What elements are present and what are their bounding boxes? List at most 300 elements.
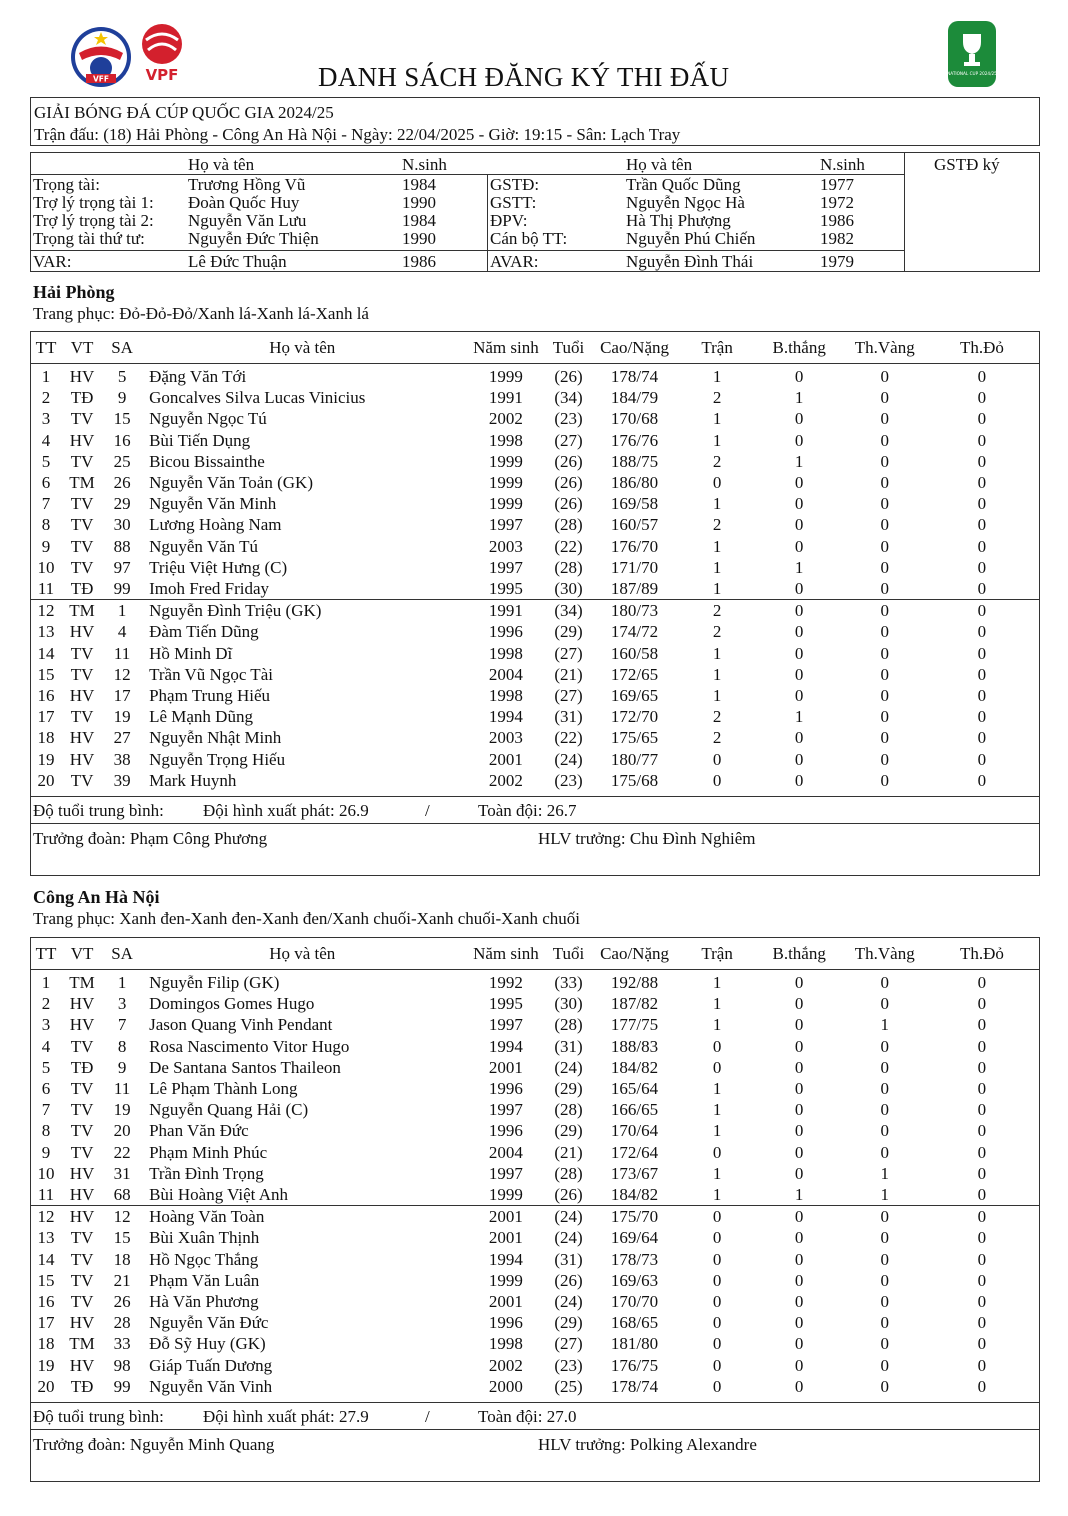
col-matches: 0 <box>712 1270 722 1290</box>
national-cup-logo <box>947 20 997 88</box>
player-row <box>31 1078 1039 1099</box>
col-age: (29) <box>554 1313 583 1333</box>
col-red-header: Th.Đỏ <box>959 944 1004 963</box>
avg-all-haiphong: Toàn đội: 26.7 <box>478 801 577 820</box>
player-row <box>31 1270 1039 1291</box>
col-height-weight: 166/65 <box>610 1100 659 1120</box>
col-age: (29) <box>554 1121 583 1141</box>
col-sa: 98 <box>113 1355 131 1375</box>
col-yellow: 0 <box>880 1142 889 1162</box>
col-name: Phạm Trung Hiếu <box>149 686 270 706</box>
col-red: 0 <box>977 1334 987 1354</box>
player-row <box>31 1355 1039 1376</box>
col-age: (26) <box>554 1185 583 1205</box>
col-age: (29) <box>554 622 583 642</box>
player-row <box>31 1291 1039 1312</box>
official-row: Trợ lý trọng tài 2: Nguyễn Văn Lưu 1984 <box>33 211 436 230</box>
col-birth-year: 2001 <box>488 1228 523 1248</box>
col-sa: 12 <box>103 1206 141 1228</box>
col-tt: 1 <box>41 973 51 992</box>
roster-table-haiphong <box>31 332 1039 791</box>
col-matches: 1 <box>712 494 722 514</box>
col-name: Trần Vũ Ngọc Tài <box>149 664 273 684</box>
col-sa: 12 <box>113 664 131 684</box>
officials-var-line <box>30 250 905 251</box>
col-red: 0 <box>977 1163 987 1183</box>
col-yellow: 0 <box>880 579 889 599</box>
col-yellow: 0 <box>880 770 889 790</box>
col-age: (31) <box>554 1249 583 1269</box>
col-height-weight: 160/57 <box>610 515 659 535</box>
col-tt: 6 <box>41 473 51 493</box>
col-birth-year: 2003 <box>488 728 523 748</box>
col-age: (34) <box>548 600 588 622</box>
col-birth-year: 1992 <box>488 973 523 992</box>
avar-year: 1979 <box>820 252 854 271</box>
col-matches: 0 <box>712 1228 722 1248</box>
col-sa: 3 <box>117 994 127 1014</box>
col-goals: 0 <box>794 686 804 706</box>
col-red: 0 <box>977 1313 987 1333</box>
col-height-weight: 187/89 <box>610 579 659 599</box>
col-goals: 0 <box>794 1292 804 1312</box>
col-matches: 1 <box>712 1015 722 1035</box>
col-goals: 1 <box>794 557 804 577</box>
col-height-weight: 188/83 <box>610 1036 659 1056</box>
player-row <box>31 514 1039 535</box>
col-vt: TĐ <box>70 1376 94 1396</box>
col-yellow: 0 <box>880 430 889 450</box>
col-red: 0 <box>977 557 987 577</box>
col-yellow: 0 <box>880 1270 889 1290</box>
col-matches: 1 <box>712 1185 722 1205</box>
col-tt-header: TT <box>35 944 57 963</box>
team-name-haiphong: Hải Phòng <box>33 282 115 302</box>
col-yellow: 0 <box>880 557 889 577</box>
col-sa: 15 <box>113 409 131 429</box>
col-goals: 0 <box>794 494 804 514</box>
col-vt: TV <box>70 1100 94 1120</box>
col-tt: 1 <box>41 367 51 386</box>
col-matches: 1 <box>712 1079 722 1099</box>
col-birth-year: 2004 <box>488 664 523 684</box>
col-sa: 30 <box>113 515 131 535</box>
col-sa: 19 <box>113 1100 131 1120</box>
col-name: Hồ Minh Dĩ <box>149 643 233 663</box>
col-matches: 1 <box>712 1100 722 1120</box>
col-yellow: 0 <box>880 973 889 992</box>
col-matches: 1 <box>712 579 722 599</box>
svg-text:VFF: VFF <box>92 74 110 84</box>
player-row <box>31 770 1039 791</box>
col-height-weight: 172/70 <box>610 707 659 727</box>
player-row <box>31 472 1039 493</box>
col-red: 0 <box>977 1142 987 1162</box>
col-height-weight: 180/77 <box>610 749 659 769</box>
col-birth-year: 1999 <box>488 494 523 514</box>
col-vt: TV <box>70 1270 94 1290</box>
col-tt: 12 <box>31 600 61 622</box>
col-yellow: 0 <box>880 451 889 471</box>
col-height-weight: 178/74 <box>610 1376 659 1396</box>
col-height-weight-header: Cao/Nặng <box>600 338 669 357</box>
col-name: Nguyễn Văn Minh <box>149 494 277 514</box>
col-yellow: 0 <box>880 473 889 493</box>
col-name: Bùi Xuân Thịnh <box>149 1228 260 1248</box>
col-matches: 0 <box>712 770 722 790</box>
col-vt: TV <box>70 1079 94 1099</box>
col-red: 0 <box>977 664 987 684</box>
avg-start-haiphong: Đội hình xuất phát: 26.9 <box>203 801 369 820</box>
col-height-weight: 173/67 <box>610 1163 659 1183</box>
col-goals: 0 <box>754 1206 845 1228</box>
col-birth-year: 1994 <box>488 1249 523 1269</box>
col-name: Jason Quang Vinh Pendant <box>149 1015 333 1035</box>
col-sa: 33 <box>113 1334 131 1354</box>
col-birth-year: 1998 <box>488 643 523 663</box>
officials-col-birth-left: N.sinh <box>402 155 447 174</box>
col-height-weight: 175/70 <box>589 1206 681 1228</box>
player-row <box>31 1014 1039 1035</box>
col-red: 0 <box>977 1057 987 1077</box>
col-birth-year: 1996 <box>488 622 523 642</box>
col-yellow: 0 <box>880 1249 889 1269</box>
col-height-weight: 187/82 <box>610 994 659 1014</box>
col-vt: TV <box>70 1036 94 1056</box>
col-age: (34) <box>554 388 583 408</box>
col-birth-year: 2003 <box>488 536 523 556</box>
col-height-weight: 174/72 <box>610 622 659 642</box>
col-name: Imoh Fred Friday <box>149 579 270 599</box>
col-sa: 21 <box>113 1270 131 1290</box>
col-matches: 0 <box>712 1376 722 1396</box>
col-tt: 20 <box>37 770 55 790</box>
col-sa: 68 <box>113 1185 131 1205</box>
col-name: Domingos Gomes Hugo <box>149 994 315 1014</box>
col-goals: 0 <box>794 1121 804 1141</box>
col-vt: HV <box>69 749 95 769</box>
col-sa: 1 <box>103 600 141 622</box>
col-age: (26) <box>554 367 583 386</box>
col-name: Nguyễn Đình Triệu (GK) <box>141 600 463 622</box>
col-name: Nguyễn Văn Vinh <box>149 1376 273 1396</box>
col-matches: 0 <box>712 1142 722 1162</box>
col-tt: 17 <box>37 707 55 727</box>
avg-line-top-conganhanoi <box>30 1402 1040 1403</box>
col-goals: 0 <box>794 430 804 450</box>
col-vt: TV <box>70 409 94 429</box>
player-row <box>31 1163 1039 1184</box>
manager-haiphong: Trưởng đoàn: Phạm Công Phương <box>33 829 268 848</box>
col-age: (26) <box>554 494 583 514</box>
col-matches: 1 <box>712 994 722 1014</box>
col-goals-header: B.thắng <box>772 338 826 357</box>
var-year: 1986 <box>402 252 436 271</box>
col-goals: 0 <box>754 600 845 622</box>
col-red: 0 <box>977 1292 987 1312</box>
col-sa: 26 <box>113 473 131 493</box>
col-birth-year: 1999 <box>488 451 523 471</box>
col-vt: HV <box>69 622 95 642</box>
col-sa: 39 <box>113 770 131 790</box>
col-matches-header: Trận <box>701 338 733 357</box>
col-sa: 4 <box>117 622 127 642</box>
col-tt: 4 <box>41 430 51 450</box>
competition-name: GIẢI BÓNG ĐÁ CÚP QUỐC GIA 2024/25 <box>34 103 334 122</box>
col-age: (30) <box>554 994 583 1014</box>
col-height-weight: 168/65 <box>610 1313 659 1333</box>
col-height-weight: 170/64 <box>610 1121 659 1141</box>
col-tt: 11 <box>37 1185 55 1205</box>
col-birth-year: 1997 <box>488 515 523 535</box>
col-sa: 19 <box>113 707 131 727</box>
col-sa: 27 <box>113 728 131 748</box>
player-row <box>31 1333 1039 1354</box>
col-matches: 2 <box>712 388 722 408</box>
col-height-weight: 180/73 <box>589 600 681 622</box>
col-age: (23) <box>554 409 583 429</box>
col-goals: 0 <box>794 728 804 748</box>
col-red: 0 <box>977 770 987 790</box>
col-goals: 0 <box>794 1142 804 1162</box>
col-goals: 0 <box>794 536 804 556</box>
player-row <box>31 387 1039 408</box>
col-matches: 1 <box>712 557 722 577</box>
player-row <box>31 1206 1039 1228</box>
col-red: 0 <box>977 749 987 769</box>
col-goals-header: B.thắng <box>772 944 826 963</box>
vff-logo <box>70 26 132 88</box>
col-tt: 16 <box>37 1292 55 1312</box>
official-row: GSTT: Nguyễn Ngọc Hà 1972 <box>490 193 854 212</box>
col-red: 0 <box>977 728 987 748</box>
col-matches: 1 <box>712 1163 722 1183</box>
col-matches: 2 <box>712 515 722 535</box>
col-name: Rosa Nascimento Vitor Hugo <box>149 1036 350 1056</box>
col-tt: 2 <box>41 388 51 408</box>
col-name: Phạm Văn Luân <box>149 1270 260 1290</box>
col-yellow: 0 <box>880 515 889 535</box>
col-red: 0 <box>925 600 1039 622</box>
col-tt: 5 <box>41 451 51 471</box>
col-goals: 0 <box>794 1100 804 1120</box>
col-matches: 0 <box>681 1206 754 1228</box>
col-sa: 1 <box>117 973 127 992</box>
svg-text:NATIONAL CUP 2024/25: NATIONAL CUP 2024/25 <box>947 71 997 76</box>
match-info: Trận đấu: (18) Hải Phòng - Công An Hà Nội - Ngày: 22/04/2025 - Giờ: 19:15 - Sân: Lạch Tray <box>34 125 681 144</box>
col-birth-year: 2001 <box>488 1057 523 1077</box>
col-goals: 0 <box>794 749 804 769</box>
col-age: (24) <box>554 1228 583 1248</box>
col-goals: 0 <box>794 1079 804 1099</box>
col-sa: 17 <box>113 686 131 706</box>
col-vt: TV <box>70 536 94 556</box>
col-yellow: 0 <box>880 1079 889 1099</box>
col-vt: TĐ <box>70 579 94 599</box>
roster-header-row <box>31 332 1039 364</box>
col-age: (24) <box>554 749 583 769</box>
player-row <box>31 1120 1039 1141</box>
col-tt: 8 <box>41 515 51 535</box>
col-red: 0 <box>977 643 987 663</box>
col-matches: 1 <box>712 1121 722 1141</box>
officials-col-sign: GSTĐ ký <box>934 155 1000 174</box>
col-vt: TV <box>70 494 94 514</box>
col-matches: 2 <box>712 707 722 727</box>
col-yellow-header: Th.Vàng <box>854 338 915 357</box>
col-yellow: 0 <box>880 494 889 514</box>
col-red: 0 <box>977 1376 987 1396</box>
col-age: (23) <box>554 770 583 790</box>
col-name: Trần Đình Trọng <box>149 1163 264 1183</box>
col-yellow: 0 <box>880 388 889 408</box>
col-vt: TV <box>70 643 94 663</box>
col-goals: 1 <box>794 707 804 727</box>
col-red: 0 <box>977 409 987 429</box>
col-name: Đỗ Sỹ Huy (GK) <box>149 1334 266 1354</box>
col-age: (27) <box>554 1334 583 1354</box>
col-matches: 1 <box>712 664 722 684</box>
col-yellow: 0 <box>880 1228 889 1248</box>
col-height-weight: 177/75 <box>610 1015 659 1035</box>
col-name: Goncalves Silva Lucas Vinicius <box>149 388 366 408</box>
col-sa: 11 <box>113 643 131 663</box>
col-sa-header: SA <box>111 944 133 963</box>
player-row <box>31 727 1039 748</box>
col-age: (28) <box>554 557 583 577</box>
officials-left-list <box>33 176 482 248</box>
officials-col-name-right: Họ và tên <box>626 155 693 174</box>
col-age: (30) <box>554 579 583 599</box>
col-red: 0 <box>977 451 987 471</box>
col-red: 0 <box>977 973 987 992</box>
col-birth-year: 1997 <box>488 1100 523 1120</box>
col-matches: 0 <box>712 1292 722 1312</box>
col-birth-year: 2001 <box>463 1206 548 1228</box>
col-birth-year: 1994 <box>488 707 523 727</box>
col-height-weight: 176/76 <box>610 430 659 450</box>
avg-label-conganhanoi: Độ tuổi trung bình: <box>33 1407 164 1426</box>
col-vt: HV <box>69 686 95 706</box>
col-red: 0 <box>977 994 987 1014</box>
col-name: Phạm Minh Phúc <box>149 1142 268 1162</box>
col-vt: TV <box>70 770 94 790</box>
col-sa: 25 <box>113 451 131 471</box>
avg-line-bottom-haiphong <box>30 823 1040 824</box>
col-age: (28) <box>554 1015 583 1035</box>
col-name: Phan Văn Đức <box>149 1121 249 1141</box>
col-height-weight: 178/73 <box>610 1249 659 1269</box>
col-name: Nguyễn Trọng Hiếu <box>149 749 286 769</box>
col-matches: 0 <box>712 1313 722 1333</box>
player-row <box>31 600 1039 622</box>
col-birth-year: 1997 <box>488 1163 523 1183</box>
coach-conganhanoi: HLV trưởng: Polking Alexandre <box>538 1435 757 1454</box>
player-row <box>31 1099 1039 1120</box>
col-age: (33) <box>554 973 583 992</box>
col-yellow: 0 <box>880 367 889 386</box>
col-birth-year: 1999 <box>488 1270 523 1290</box>
col-vt-header: VT <box>70 338 94 357</box>
col-yellow: 1 <box>880 1185 889 1205</box>
player-row <box>31 430 1039 451</box>
col-vt: HV <box>69 728 95 748</box>
col-age: (29) <box>554 1079 583 1099</box>
col-matches: 0 <box>712 1036 722 1056</box>
col-goals: 0 <box>794 643 804 663</box>
col-height-weight: 188/75 <box>610 451 659 471</box>
player-row <box>31 1057 1039 1078</box>
col-red: 0 <box>977 579 987 599</box>
player-row <box>31 536 1039 557</box>
col-height-weight: 169/65 <box>610 686 659 706</box>
col-birth-year: 1996 <box>488 1079 523 1099</box>
col-red: 0 <box>977 1228 987 1248</box>
col-age: (27) <box>554 686 583 706</box>
col-red: 0 <box>977 1015 987 1035</box>
col-sa: 31 <box>113 1163 131 1183</box>
col-name: Nguyễn Văn Đức <box>149 1313 269 1333</box>
col-age-header: Tuổi <box>552 944 585 963</box>
col-tt: 3 <box>41 409 51 429</box>
col-tt: 14 <box>37 1249 55 1269</box>
col-tt: 6 <box>41 1079 51 1099</box>
col-tt: 7 <box>41 1100 51 1120</box>
col-height-weight: 186/80 <box>610 473 659 493</box>
col-red: 0 <box>977 430 987 450</box>
col-vt: TV <box>70 1292 94 1312</box>
col-yellow: 0 <box>880 749 889 769</box>
col-yellow: 0 <box>880 1057 889 1077</box>
col-vt: TĐ <box>70 388 94 408</box>
col-vt: HV <box>69 1185 95 1205</box>
col-yellow: 0 <box>880 1036 889 1056</box>
col-red: 0 <box>977 1036 987 1056</box>
col-red: 0 <box>977 367 987 386</box>
col-name: Hoàng Văn Toàn <box>141 1206 463 1228</box>
player-row <box>31 685 1039 706</box>
col-height-weight-header: Cao/Nặng <box>600 944 669 963</box>
col-name: Bùi Tiến Dụng <box>149 430 251 450</box>
official-row: Trợ lý trọng tài 1: Đoàn Quốc Huy 1990 <box>33 193 436 212</box>
col-matches: 1 <box>712 643 722 663</box>
col-height-weight: 176/70 <box>610 536 659 556</box>
col-matches: 2 <box>712 728 722 748</box>
col-name: Nguyễn Quang Hải (C) <box>149 1100 309 1120</box>
col-birth-year-header: Năm sinh <box>473 338 539 357</box>
player-row <box>31 1142 1039 1163</box>
col-sa: 7 <box>117 1015 127 1035</box>
col-height-weight: 184/82 <box>610 1185 659 1205</box>
col-tt: 20 <box>37 1376 55 1396</box>
col-height-weight: 181/80 <box>610 1334 659 1354</box>
col-vt-header: VT <box>70 944 94 963</box>
player-row <box>31 1249 1039 1270</box>
col-vt: TV <box>70 1121 94 1141</box>
col-vt: HV <box>69 367 95 386</box>
player-row <box>31 970 1039 994</box>
col-sa: 15 <box>113 1228 131 1248</box>
col-height-weight: 176/75 <box>610 1355 659 1375</box>
col-name-header: Họ và tên <box>269 338 336 357</box>
svg-text:VPF: VPF <box>145 66 179 84</box>
col-age: (28) <box>554 1100 583 1120</box>
col-tt: 15 <box>37 664 55 684</box>
officials-header-line <box>30 174 905 175</box>
col-tt: 7 <box>41 494 51 514</box>
col-name: Lương Hoàng Nam <box>149 515 282 535</box>
col-vt: HV <box>69 430 95 450</box>
